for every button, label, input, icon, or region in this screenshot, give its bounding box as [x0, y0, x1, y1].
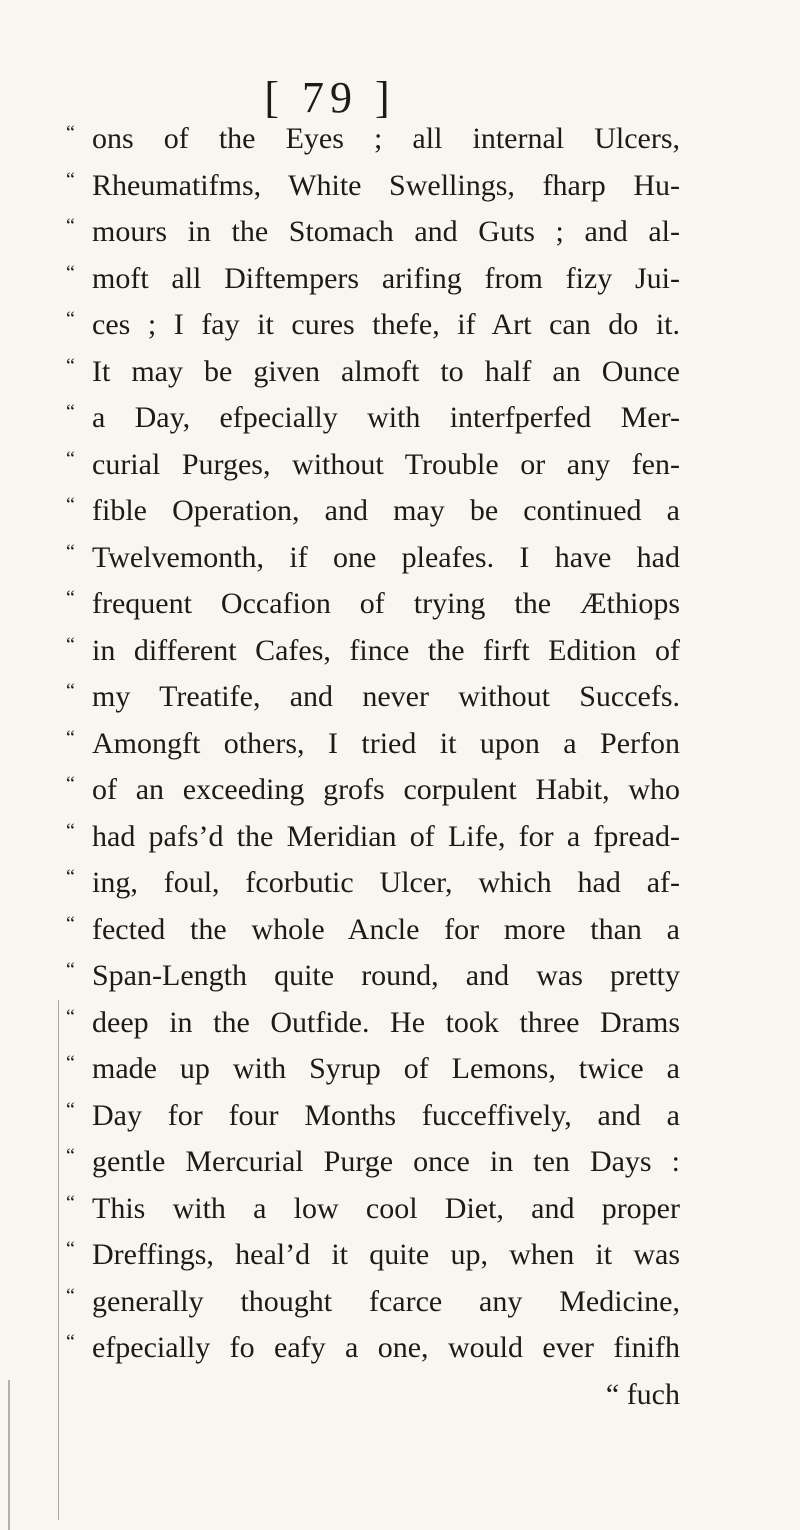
- quote-mark: “: [66, 633, 75, 656]
- quote-mark: “: [66, 261, 75, 284]
- line-text: curial Purges, without Trouble or any fen-: [92, 447, 680, 481]
- quote-mark: “: [66, 773, 75, 795]
- line-text: ces ; I fay it cures thefe, if Art can do it.: [92, 308, 680, 341]
- quote-mark: “: [66, 540, 75, 563]
- text-line: [66, 349, 680, 396]
- quote-mark: “: [66, 168, 75, 191]
- quote-mark: “: [66, 1145, 75, 1167]
- text-line: [66, 1093, 680, 1140]
- catchword: [66, 1372, 680, 1419]
- text-line: [66, 302, 680, 349]
- text-line: [66, 442, 680, 489]
- line-text: deep in the Outfide. He took three Drams: [92, 1005, 680, 1039]
- quote-mark: “: [66, 726, 75, 749]
- quote-mark: “: [66, 447, 75, 470]
- text-line: [66, 163, 680, 210]
- text-line: [66, 721, 680, 768]
- body-text: [66, 116, 680, 1418]
- line-text: Dreffings, heal’d it quite up, when it was: [92, 1238, 680, 1271]
- quote-mark: “: [66, 122, 75, 144]
- text-line: [66, 907, 680, 954]
- quote-mark: “: [66, 215, 75, 237]
- line-text: made up with Syrup of Lemons, twice a: [92, 1052, 680, 1085]
- text-line: [66, 1232, 680, 1279]
- gutter-rule: [58, 1000, 59, 1520]
- line-text: fected the whole Ancle for more than a: [92, 912, 680, 946]
- line-text: It may be given almoft to half an Ounce: [92, 354, 680, 388]
- line-text: ons of the Eyes ; all internal Ulcers,: [92, 122, 680, 155]
- text-line: [66, 1000, 680, 1047]
- text-line: [66, 1325, 680, 1372]
- text-line: [66, 814, 680, 861]
- text-line: [66, 1139, 680, 1186]
- text-line: [66, 860, 680, 907]
- line-text: Twelvemonth, if one pleafes. I have had: [92, 540, 680, 574]
- line-text: efpecially fo eafy a one, would ever finifh: [92, 1331, 680, 1364]
- line-text: frequent Occafion of trying the Æthiops: [92, 587, 680, 620]
- catchword-quote: “: [605, 1377, 620, 1411]
- line-text: had pafs’d the Meridian of Life, for a fpread-: [92, 819, 680, 853]
- text-line: [66, 674, 680, 721]
- quote-mark: “: [66, 680, 75, 702]
- catchword-text: fuch: [626, 1377, 680, 1411]
- text-line: [66, 256, 680, 303]
- quote-mark: “: [66, 1284, 75, 1307]
- line-text: Span-Length quite round, and was pretty: [92, 959, 680, 992]
- quote-mark: “: [66, 912, 75, 935]
- line-text: my Treatife, and never without Succefs.: [92, 680, 680, 713]
- text-line: [66, 953, 680, 1000]
- text-line: [66, 488, 680, 535]
- quote-mark: “: [66, 866, 75, 888]
- line-text: This with a low cool Diet, and proper: [92, 1191, 680, 1225]
- line-text: a Day, efpecially with interfperfed Mer-: [92, 401, 680, 434]
- quote-mark: “: [66, 1331, 75, 1353]
- line-text: generally thought fcarce any Medicine,: [92, 1284, 680, 1318]
- text-line: [66, 581, 680, 628]
- quote-mark: “: [66, 819, 75, 842]
- text-line: [66, 209, 680, 256]
- line-text: Rheumatifms, White Swellings, fharp Hu-: [92, 168, 680, 202]
- quote-mark: “: [66, 308, 75, 330]
- text-line: [66, 1186, 680, 1233]
- text-line: [66, 535, 680, 582]
- quote-mark: “: [66, 1238, 75, 1260]
- text-line: [66, 116, 680, 163]
- quote-mark: “: [66, 959, 75, 981]
- text-line: [66, 628, 680, 675]
- line-text: of an exceeding grofs corpulent Habit, who: [92, 773, 680, 806]
- line-text: gentle Mercurial Purge once in ten Days :: [92, 1145, 680, 1178]
- text-line: [66, 767, 680, 814]
- line-text: ing, foul, fcorbutic Ulcer, which had af-: [92, 866, 680, 899]
- quote-mark: “: [66, 1005, 75, 1028]
- line-text: moft all Diftempers arifing from fizy Jui-: [92, 261, 680, 295]
- page-number: [ 79 ]: [264, 73, 396, 122]
- edge-rule: [8, 1380, 10, 1530]
- line-text: Day for four Months fucceffively, and a: [92, 1098, 680, 1132]
- quote-mark: “: [66, 1191, 75, 1214]
- line-text: Amongft others, I tried it upon a Perfon: [92, 726, 680, 760]
- text-line: [66, 1279, 680, 1326]
- line-text: mours in the Stomach and Guts ; and al-: [92, 215, 680, 248]
- line-text: in different Cafes, fince the firft Edition of: [92, 633, 680, 667]
- text-line: [66, 395, 680, 442]
- quote-mark: “: [66, 1098, 75, 1121]
- text-line: [66, 1046, 680, 1093]
- quote-mark: “: [66, 354, 75, 377]
- quote-mark: “: [66, 587, 75, 609]
- quote-mark: “: [66, 1052, 75, 1074]
- quote-mark: “: [66, 494, 75, 516]
- quote-mark: “: [66, 401, 75, 423]
- line-text: fible Operation, and may be continued a: [92, 494, 680, 527]
